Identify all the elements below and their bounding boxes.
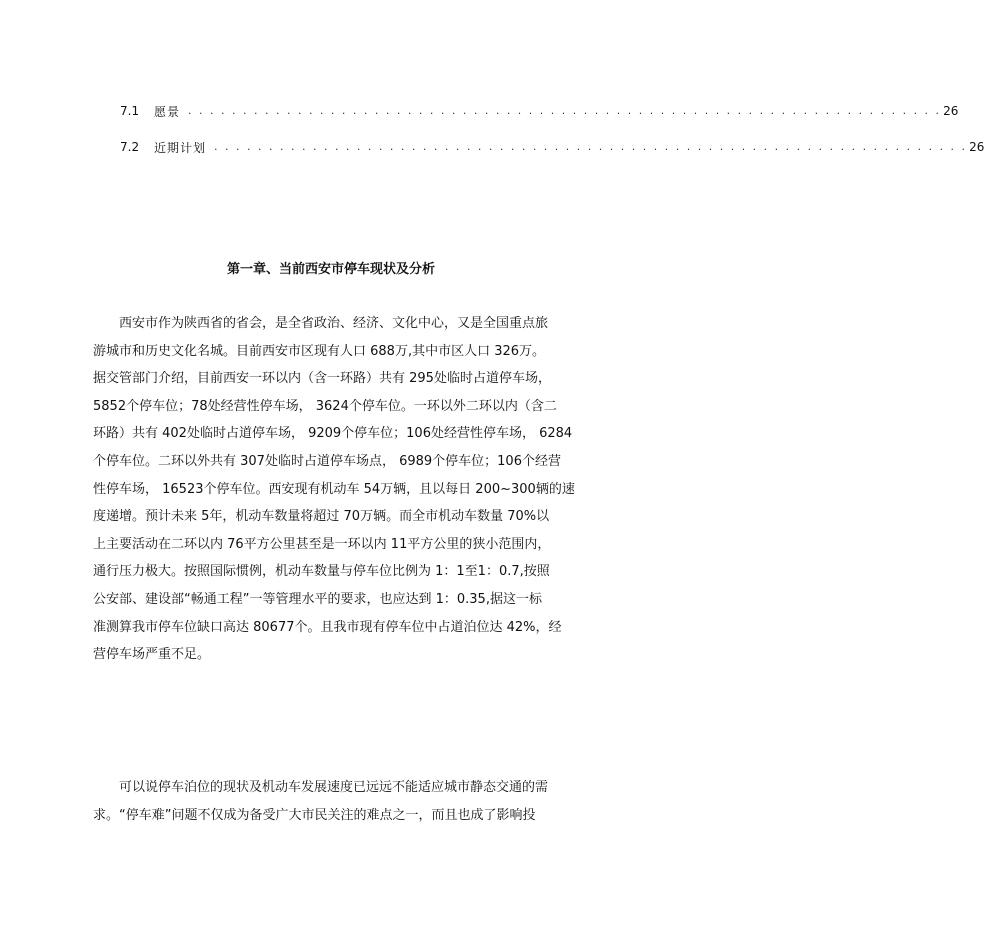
toc-page-number: 26 — [969, 140, 984, 154]
paragraph-line: 可以说停车泊位的现状及机动车发展速度已远远不能适应城市静态交通的需 — [119, 780, 549, 795]
toc-dot-leader: . . . . . . . . . . . . . . . . . . . . . . . . . . . . . . . . . . . . . . . . . . . . . . . . . . . . . . . . . . . . . . . . . . . . . — [188, 104, 942, 117]
paragraph-line: 个停车位。二环以外共有 307处临时占道停车场点， 6989个停车位；106个经营 — [93, 453, 561, 469]
paragraph-line: 5852个停车位；78处经营性停车场， 3624个停车位。一环以外二环以内（含二 — [93, 398, 557, 414]
paragraph-line: 环路）共有 402处临时占道停车场， 9209个停车位；106处经营性停车场， 6284 — [93, 426, 573, 442]
toc-page-number: 26 — [943, 104, 959, 118]
toc-entry-7-2[interactable] — [120, 137, 984, 157]
toc-title: 近期计划 — [154, 140, 207, 155]
paragraph-line: 上主要活动在二环以内 76平方公里甚至是一环以内 11平方公里的狭小范围内， — [93, 536, 551, 552]
paragraph-line: 求。“停车难”问题不仅成为备受广大市民关注的难点之一，而且也成了影响投 — [93, 807, 536, 823]
paragraph-line: 据交管部门介绍，目前西安一环以内（含一环路）共有 295处临时占道停车场， — [93, 371, 551, 387]
toc-entry-7-1[interactable] — [120, 101, 959, 121]
paragraph-line: 西安市作为陕西省的省会，是全省政治、经济、文化中心，又是全国重点旅 — [119, 316, 549, 331]
toc-title: 愿景 — [154, 104, 181, 119]
toc-dot-leader: . . . . . . . . . . . . . . . . . . . . . . . . . . . . . . . . . . . . . . . . . . . . . . . . . . . . . . . . . . . . . . . . . . . . . — [214, 140, 968, 153]
paragraph-line: 度递增。预计未来 5年，机动车数量将超过 70万辆。而全市机动车数量 70%以 — [93, 509, 550, 525]
paragraph-line: 性停车场， 16523个停车位。西安现有机动车 54万辆，且以每日 200~300辆的速 — [93, 481, 575, 497]
paragraph-line: 通行压力极大。按照国际惯例，机动车数量与停车位比例为 1：1至1：0.7,按照 — [93, 564, 550, 580]
toc-number: 7.2 — [120, 140, 140, 154]
paragraph-parking-status — [93, 310, 575, 669]
paragraph-conclusion — [93, 774, 571, 829]
paragraph-line: 营停车场严重不足。 — [93, 647, 211, 663]
toc-number: 7.1 — [120, 104, 140, 118]
paragraph-line: 公安部、建设部“畅通工程”一等管理水平的要求，也应达到 1：0.35,据这一标 — [93, 591, 542, 607]
paragraph-line: 准测算我市停车位缺口高达 80677个。且我市现有停车位中占道泊位达 42%，经 — [93, 619, 562, 635]
paragraph-line: 游城市和历史文化名城。目前西安市区现有人口 688万,其中市区人口 326万。 — [93, 343, 546, 359]
chapter-heading: 第一章、当前西安市停车现状及分析 — [226, 262, 435, 277]
